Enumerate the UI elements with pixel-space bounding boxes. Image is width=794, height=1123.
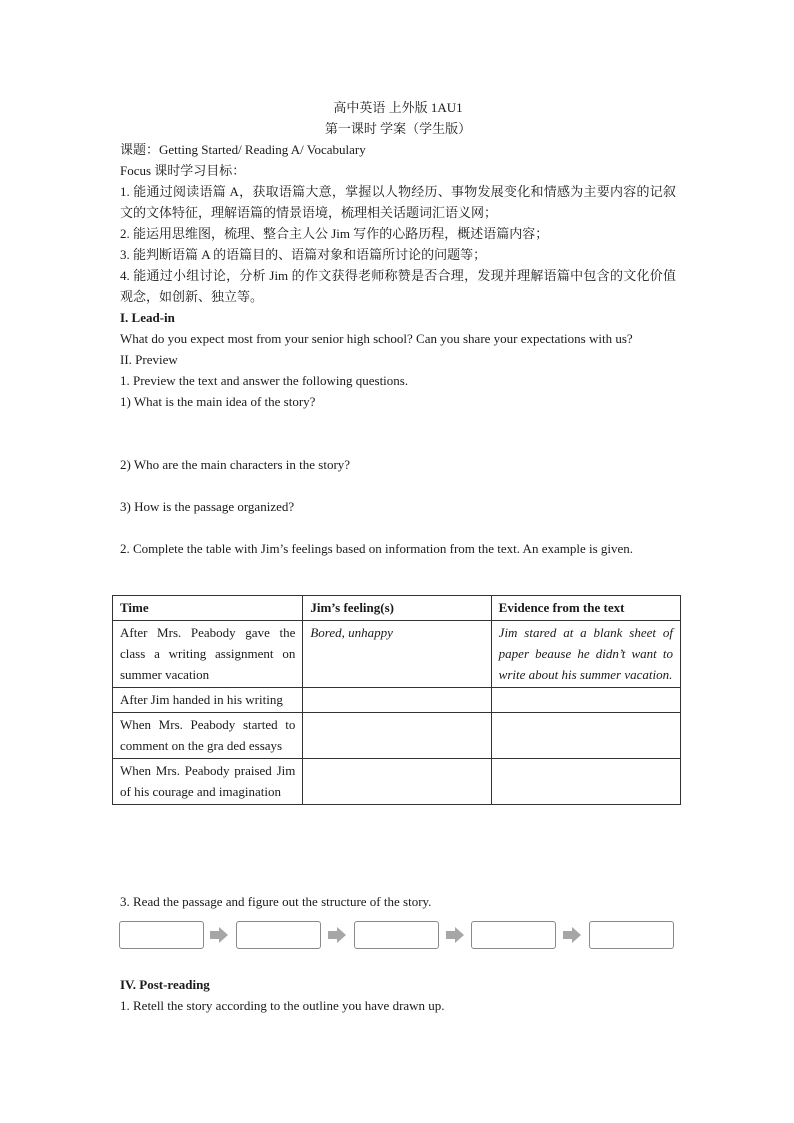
flow-box-1[interactable] <box>119 921 204 949</box>
doc-subtitle: 第一课时 学案（学生版） <box>324 121 472 136</box>
table-row <box>113 759 681 805</box>
time-cell: When Mrs. Peabody started to comment on the gra ded essays <box>113 713 303 759</box>
table-row <box>113 688 681 713</box>
answer-space-2[interactable] <box>120 475 676 496</box>
answer-space-3[interactable] <box>120 517 676 538</box>
post-reading-heading: IV. Post-reading <box>120 977 210 992</box>
time-cell: After Jim handed in his writing <box>113 688 303 713</box>
question-1: 1) What is the main idea of the story? <box>120 394 316 409</box>
objective-3: 3. 能判断语篇 A 的语篇目的、语篇对象和语篇所讨论的问题等； <box>120 247 487 262</box>
preview-heading: II. Preview <box>120 352 178 367</box>
focus-label: Focus 课时学习目标： <box>120 163 246 178</box>
objective-1: 1. 能通过阅读语篇 A，获取语篇大意，掌握以人物经历、事物发展变化和情感为主要内容的记叙文的文体特征，理解语篇的情景语境，梳理相关话题词汇语义网； <box>120 184 676 220</box>
flow-box-5[interactable] <box>589 921 674 949</box>
structure-task: 3. Read the passage and figure out the structure of the story. <box>120 894 432 909</box>
question-3: 3) How is the passage organized? <box>120 499 295 514</box>
flow-box-2[interactable] <box>236 921 321 949</box>
worksheet-body <box>120 97 676 559</box>
flow-box-3[interactable] <box>354 921 439 949</box>
objective-4: 4. 能通过小组讨论，分析 Jim 的作文获得老师称赞是否合理，发现并理解语篇中包含的文化价值观念，如创新、独立等。 <box>120 268 676 304</box>
table-row <box>113 713 681 759</box>
evidence-cell[interactable] <box>491 688 680 713</box>
table-header-time: Time <box>113 596 303 621</box>
table-header-row <box>113 596 681 621</box>
lead-in-question: What do you expect most from your senior high school? Can you share your expectations with us? <box>120 331 633 346</box>
objective-2: 2. 能运用思维图，梳理、整合主人公 Jim 写作的心路历程，概述语篇内容； <box>120 226 549 241</box>
answer-space-1[interactable] <box>120 412 676 454</box>
structure-flow <box>119 921 679 949</box>
evidence-cell[interactable] <box>491 759 680 805</box>
arrow-right-icon <box>445 926 465 944</box>
question-2: 2) Who are the main characters in the story? <box>120 457 351 472</box>
feeling-cell[interactable] <box>303 713 491 759</box>
evidence-cell[interactable] <box>491 713 680 759</box>
preview-task-1: 1. Preview the text and answer the following questions. <box>120 373 409 388</box>
table-header-evidence: Evidence from the text <box>491 596 680 621</box>
post-reading-task-1: 1. Retell the story according to the outline you have drawn up. <box>120 998 445 1013</box>
feeling-cell[interactable] <box>303 688 491 713</box>
time-cell: After Mrs. Peabody gave the class a writing assignment on summer vacation <box>113 621 303 688</box>
preview-task-2: 2. Complete the table with Jim’s feelings based on information from the text. An example is given. <box>120 541 634 556</box>
arrow-right-icon <box>562 926 582 944</box>
doc-title: 高中英语 上外版 1AU1 <box>333 100 463 115</box>
feeling-cell[interactable] <box>303 759 491 805</box>
lead-in-heading: I. Lead-in <box>120 310 175 325</box>
lesson-topic: 课题：Getting Started/ Reading A/ Vocabulary <box>120 142 366 157</box>
arrow-right-icon <box>209 926 229 944</box>
evidence-cell: Jim stared at a blank sheet of paper beause he didn’t want to write about his summer vacation. <box>491 621 680 688</box>
time-cell: When Mrs. Peabody praised Jim of his courage and imagination <box>113 759 303 805</box>
feelings-table <box>112 595 681 805</box>
arrow-right-icon <box>327 926 347 944</box>
feeling-cell: Bored, unhappy <box>303 621 491 688</box>
flow-box-4[interactable] <box>471 921 556 949</box>
table-header-feeling: Jim’s feeling(s) <box>303 596 491 621</box>
table-row <box>113 621 681 688</box>
